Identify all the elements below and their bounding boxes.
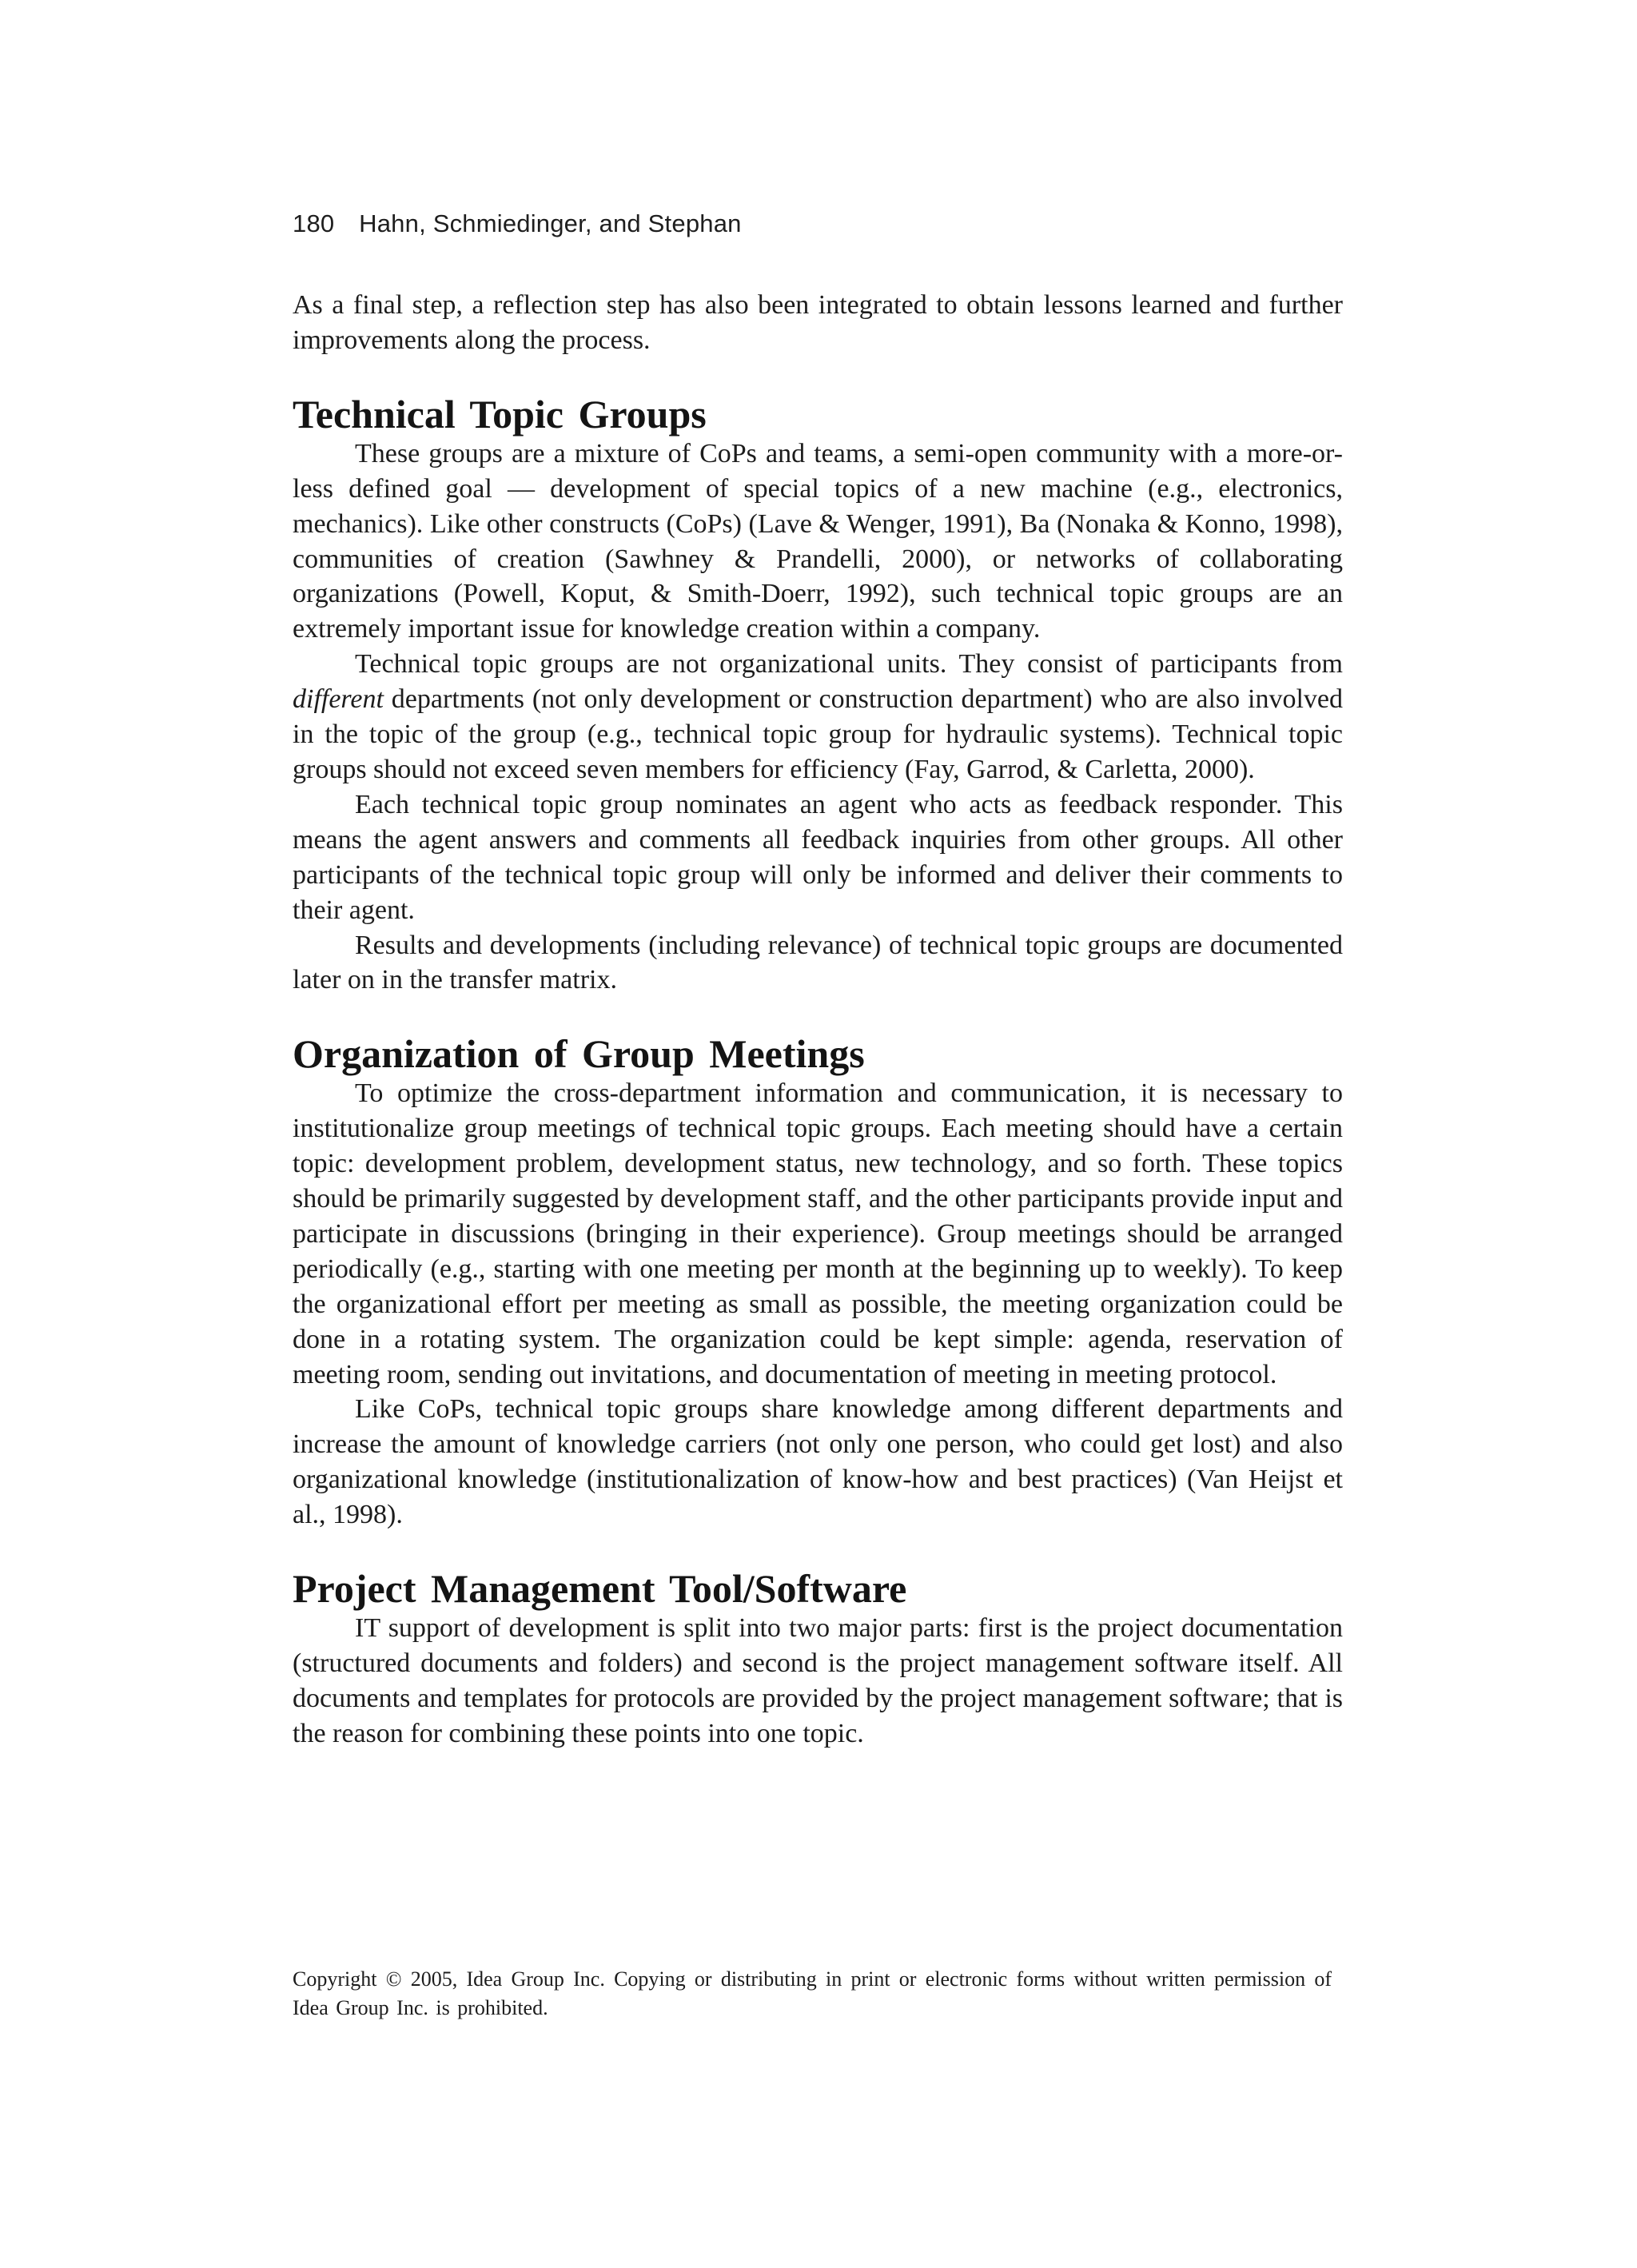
paragraph-text: departments (not only development or construction department) who are also involved in the topic of the group (e.g., technical topic group for hydraulic systems). Technical topic groups should not exceed seven members for efficiency (Fay, Garrod, & Carletta, 2000). <box>293 684 1343 784</box>
paragraph: Results and developments (including relevance) of technical topic groups are documented later on in the transfer matrix. <box>293 930 1343 995</box>
running-header <box>293 209 742 238</box>
paragraph: Like CoPs, technical topic groups share knowledge among different departments and increase the amount of knowledge carriers (not only one person, who could get lost) and also organizational knowledge (institutionalization of know-how and best practices) (Van Heijst et al., 1998). <box>293 1394 1343 1530</box>
paragraph: Each technical topic group nominates an agent who acts as feedback responder. This means the agent answers and comments all feedback inquiries from other groups. All other participants of the technical topic group will only be informed and deliver their comments to their agent. <box>293 789 1343 925</box>
emphasis-text: different <box>293 684 384 715</box>
section-spacer <box>293 998 1343 1031</box>
paragraph: These groups are a mixture of CoPs and teams, a semi-open community with a more-or-less defined goal — development of special topics of a new machine (e.g., electronics, mechanics). Like other constructs (CoPs) (Lave & Wenger, 1991), Ba (Nonaka & Konno, 1998), communities of creation (Sawhney & Prandelli, 2000), or networks of collaborating organizations (Powell, Koput, & Smith-Doerr, 1992), such technical topic groups are an extremely important issue for knowledge creation within a company. <box>293 438 1343 644</box>
page-body <box>293 288 1343 1752</box>
section-spacer <box>293 358 1343 392</box>
section-heading-project-management: Project Management Tool/Software <box>293 1566 907 1612</box>
copyright-footer: Copyright © 2005, Idea Group Inc. Copying or distributing in print or electronic forms without written permission of Idea Group Inc. is prohibited. <box>293 1967 1332 2019</box>
page-number: 180 <box>293 209 335 237</box>
section-heading-technical-topic-groups: Technical Topic Groups <box>293 391 707 436</box>
paragraph: To optimize the cross-department information and communication, it is necessary to institutionalize group meetings of technical topic groups. Each meeting should have a certain topic: development problem, development status, new technology, and so forth. These topics should be primarily suggested by development staff, and the other participants provide input and participate in discussions (bringing in their experience). Group meetings should be arranged periodically (e.g., starting with one meeting per month at the beginning up to weekly). To keep the organizational effort per meeting as small as possible, the meeting organization could be done in a rotating system. The organization could be kept simple: agenda, reservation of meeting room, sending out invitations, and documentation of meeting in meeting protocol. <box>293 1078 1343 1389</box>
section-spacer <box>293 1533 1343 1566</box>
section-heading-group-meetings: Organization of Group Meetings <box>293 1031 865 1077</box>
paragraph-text: Technical topic groups are not organizational units. They consist of participants from <box>355 649 1343 680</box>
intro-paragraph: As a final step, a reflection step has also been integrated to obtain lessons learned and further improvements along the process. <box>293 290 1343 355</box>
paragraph: IT support of development is split into two major parts: first is the project documentation (structured documents and folders) and second is the project management software itself. All documents and templates for protocols are provided by the project management software; that is the reason for combining these points into one topic. <box>293 1613 1343 1748</box>
running-header-authors: Hahn, Schmiedinger, and Stephan <box>359 209 742 237</box>
paragraph <box>293 647 1343 787</box>
